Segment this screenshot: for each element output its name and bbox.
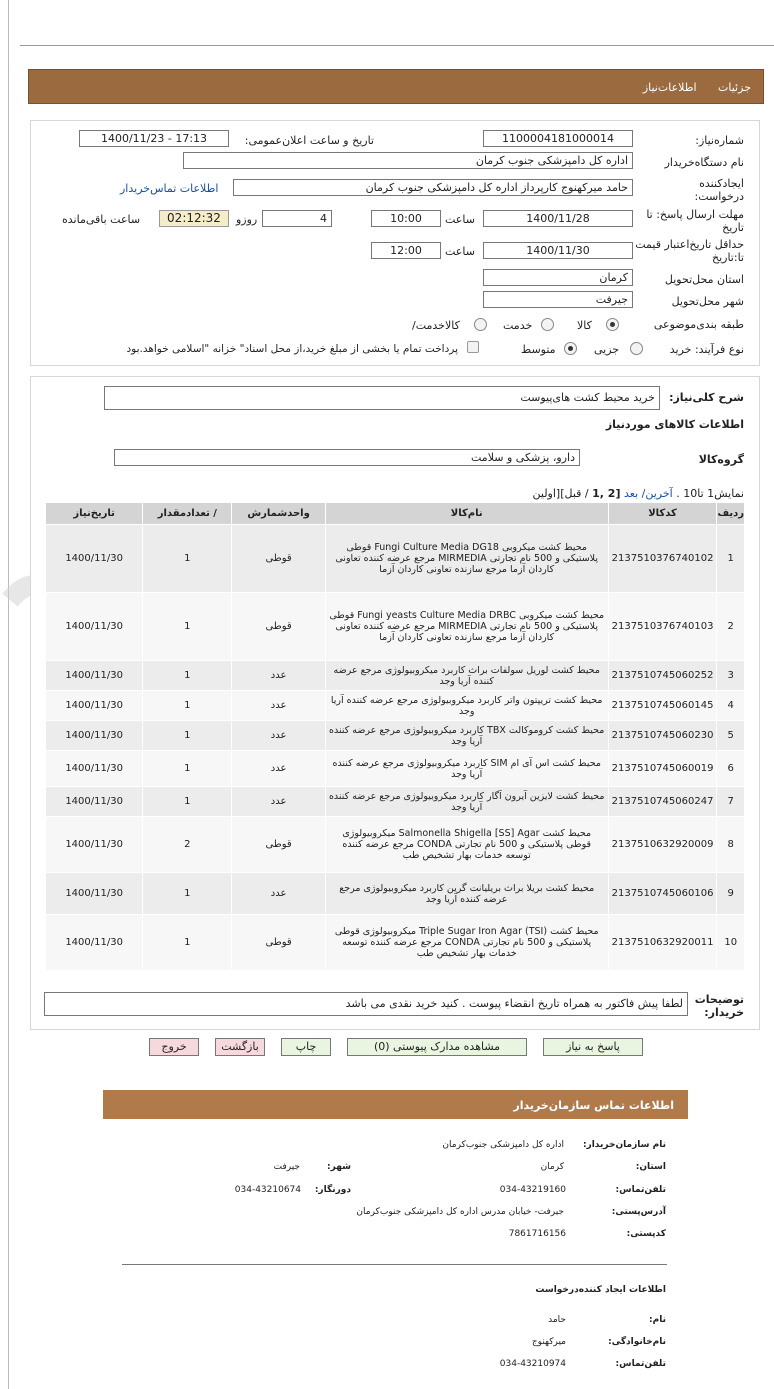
creator-phone-label: تلفن‌تماس: — [615, 1359, 666, 1369]
item-name-cell: محیط کشت میکروبی Fungi yeasts Culture Media DRBC قوطی پلاستیکی و 500 نام تجارتی MIRMEDIA مرجع عرضه کننده تعاونی کاردان آزما مرجع سازنده تعاونی کاردان آزما — [325, 593, 608, 661]
contact-province-value: کرمان — [540, 1162, 564, 1172]
col-date: تاریخ‌نیاز — [46, 503, 143, 525]
contact-phone-value: 034-43219160 — [499, 1185, 566, 1195]
creator-field: حامد میرکهنوج کارپرداز اداره کل دامپزشکی جنوب کرمان — [233, 179, 633, 196]
item-code-cell: 2137510745060252 — [608, 661, 717, 691]
quantity-cell: 2 — [143, 817, 232, 873]
days-label: روزو — [236, 213, 258, 226]
contact-address-label: آدرس‌پستی: — [611, 1207, 666, 1217]
table-row — [46, 525, 745, 593]
item-code-cell: 2137510376740102 — [608, 525, 717, 593]
contact-province-label: استان: — [635, 1162, 666, 1172]
deadline-time-field: 10:00 — [371, 210, 441, 227]
days-remaining-field: 4 — [262, 210, 332, 227]
table-row — [46, 873, 745, 915]
row-number-cell: 2 — [717, 593, 745, 661]
treasury-payment-note: پرداخت تمام یا بخشی از مبلغ خرید،از محل اسناد" خزانه "اسلامی خواهد.بود — [126, 343, 458, 355]
need-date-cell: 1400/11/30 — [46, 721, 143, 751]
col-code: کدکالا — [608, 503, 717, 525]
buyer-org-label: نام دستگاه‌خریدار — [664, 156, 744, 169]
deadline-time-label: ساعت — [445, 213, 475, 226]
creator-label: ایجادکننده درخواست: — [694, 177, 744, 203]
need-number-field: 1100004181000014 — [483, 130, 633, 147]
row-number-cell: 8 — [717, 817, 745, 873]
col-qty: / تعدادمقدار — [143, 503, 232, 525]
creator-info-heading: اطلاعات ایجاد کننده‌درخواست — [535, 1285, 666, 1295]
pager-last-link[interactable]: آخرین/ — [641, 487, 673, 500]
table-header-row — [46, 503, 745, 525]
process-label: نوع فرآیند: خرید — [669, 343, 744, 356]
row-number-cell: 1 — [717, 525, 745, 593]
announce-datetime-field: 1400/11/23 - 17:13 — [79, 130, 229, 147]
left-border-line — [8, 0, 9, 1389]
validity-time-label: ساعت — [445, 245, 475, 258]
row-number-cell: 7 — [717, 787, 745, 817]
table-row — [46, 787, 745, 817]
need-date-cell: 1400/11/30 — [46, 691, 143, 721]
item-code-cell: 2137510376740103 — [608, 593, 717, 661]
item-name-cell: محیط کشت لوریل سولفات براث کاربرد میکروبیولوژی مرجع عرضه کننده آریا وجد — [325, 661, 608, 691]
exit-button[interactable]: خروج — [149, 1038, 199, 1056]
unit-cell: عدد — [232, 691, 325, 721]
unit-cell: قوطی — [232, 525, 325, 593]
need-number-label: شماره‌نیاز: — [695, 134, 744, 147]
quantity-cell: 1 — [143, 691, 232, 721]
creator-name-label: نام: — [649, 1315, 666, 1325]
validity-label: حداقل تاریخ‌اعتبار قیمت تا:تاریخ — [635, 238, 744, 264]
item-code-cell: 2137510745060247 — [608, 787, 717, 817]
buyer-org-field: اداره کل دامپزشکی جنوب کرمان — [183, 152, 633, 169]
item-code-cell: 2137510745060145 — [608, 691, 717, 721]
need-date-cell: 1400/11/30 — [46, 661, 143, 691]
treasury-payment-checkbox[interactable] — [467, 341, 479, 353]
row-number-cell: 10 — [717, 915, 745, 971]
unit-cell: قوطی — [232, 817, 325, 873]
item-name-cell: محیط کشت بریلا براث بریلیانت گرین کاربرد میکروبیولوژی مرجع عرضه کننده آریا وجد — [325, 873, 608, 915]
process-option-medium: متوسط — [521, 343, 556, 356]
reply-button[interactable]: پاسخ به نیاز — [543, 1038, 643, 1056]
remaining-label: ساعت باقی‌مانده — [62, 213, 141, 226]
item-name-cell: محیط کشت Salmonella Shigella [SS] Agar میکروبیولوژی قوطی پلاستیکی و 500 نام تجارتی CONDA مرجع عرضه کننده توسعه خدمات بهار تشخیص طب — [325, 817, 608, 873]
unit-cell: قوطی — [232, 593, 325, 661]
contact-postal-value: 7861716156 — [508, 1229, 566, 1239]
category-option-service: خدمت — [503, 319, 533, 332]
item-name-cell: محیط کشت میکروبی Fungi Culture Media DG18 قوطی پلاستیکی و 500 نام تجارتی MIRMEDIA مرجع عرضه کننده تعاونی کاردان آزما مرجع سازنده تعاونی کاردان آزما — [325, 525, 608, 593]
pager-prev[interactable]: / قبل][اولین — [532, 487, 589, 500]
process-radio-minor[interactable] — [630, 342, 643, 355]
unit-cell: قوطی — [232, 915, 325, 971]
creator-phone-value: 034-43210974 — [499, 1359, 566, 1369]
contact-separator — [122, 1264, 667, 1265]
header-tabs — [28, 69, 764, 104]
contact-city-value: جیرفت — [273, 1162, 300, 1172]
creator-name-value: حامد — [548, 1315, 566, 1325]
contact-address-value: جیرفت- خیابان مدرس اداره کل دامپزشکی جنوب‌کرمان — [356, 1207, 564, 1217]
row-number-cell: 3 — [717, 661, 745, 691]
table-row — [46, 915, 745, 971]
category-radio-goods-service[interactable] — [474, 318, 487, 331]
city-field: جیرفت — [483, 291, 633, 308]
quantity-cell: 1 — [143, 661, 232, 691]
item-name-cell: محیط کشت Triple Sugar Iron Agar (TSI) میکروبیولوژی قوطی پلاستیکی و 500 نام تجارتی CONDA مرجع عرضه کننده توسعه خدمات بهار تشخیص طب — [325, 915, 608, 971]
back-button[interactable]: بازگشت — [215, 1038, 265, 1056]
quantity-cell: 1 — [143, 593, 232, 661]
table-row — [46, 751, 745, 787]
unit-cell: عدد — [232, 751, 325, 787]
need-date-cell: 1400/11/30 — [46, 787, 143, 817]
quantity-cell: 1 — [143, 525, 232, 593]
goods-group-label: گروه‌کالا — [698, 453, 744, 466]
contact-fax-value: 034-43210674 — [234, 1185, 301, 1195]
items-table — [45, 502, 745, 971]
buyer-notes-label: توضیحات خریدار: — [694, 993, 744, 1019]
contact-phone-label: تلفن‌تماس: — [615, 1185, 666, 1195]
quantity-cell: 1 — [143, 721, 232, 751]
need-date-cell: 1400/11/30 — [46, 817, 143, 873]
org-name-value: اداره کل دامپزشکی جنوب‌کرمان — [442, 1140, 564, 1150]
quantity-cell: 1 — [143, 873, 232, 915]
creator-family-value: میرکهنوج — [531, 1337, 566, 1347]
items-table-body — [46, 525, 745, 971]
unit-cell: عدد — [232, 721, 325, 751]
deadline-date-field: 1400/11/28 — [483, 210, 633, 227]
buyer-notes-field: لطفا پیش فاکتور به همراه تاریخ انقضاء پیوست . کنید خرید نقدی می باشد — [44, 992, 688, 1016]
need-date-cell: 1400/11/30 — [46, 873, 143, 915]
need-date-cell: 1400/11/30 — [46, 525, 143, 593]
table-row — [46, 691, 745, 721]
unit-cell: عدد — [232, 873, 325, 915]
process-radio-medium[interactable] — [564, 342, 577, 355]
tab-details[interactable]: جزئیات — [718, 81, 751, 94]
validity-time-field: 12:00 — [371, 242, 441, 259]
item-name-cell: محیط کشت اس آی ام SIM کاربرد میکروبیولوژی مرجع عرضه کننده آریا وجد — [325, 751, 608, 787]
print-button[interactable]: چاپ — [281, 1038, 331, 1056]
pager-pages[interactable]: [2 ,1 — [592, 487, 621, 500]
buyer-contact-link[interactable]: اطلاعات تماس‌خریدار — [120, 182, 219, 195]
top-divider — [20, 45, 774, 46]
quantity-cell: 1 — [143, 787, 232, 817]
col-unit: واحدشمارش — [232, 503, 325, 525]
contact-fax-label: دورنگار: — [314, 1185, 351, 1195]
item-name-cell: محیط کشت لایزین آیرون آگار کاربرد میکروبیولوژی مرجع عرضه کننده آریا وجد — [325, 787, 608, 817]
item-code-cell: 2137510745060019 — [608, 751, 717, 787]
need-summary-label: شرح کلی‌نیاز: — [669, 391, 744, 404]
table-row — [46, 593, 745, 661]
countdown-timer: 02:12:32 — [159, 210, 229, 227]
need-summary-field: خرید محیط کشت های‌پیوست — [104, 386, 660, 410]
table-row — [46, 817, 745, 873]
validity-date-field: 1400/11/30 — [483, 242, 633, 259]
pager-next-link[interactable]: بعد — [623, 487, 639, 500]
category-option-goods: کالا — [577, 319, 592, 332]
item-code-cell: 2137510632920009 — [608, 817, 717, 873]
unit-cell: عدد — [232, 661, 325, 691]
category-option-goods-service: کالاخدمت/ — [412, 319, 460, 332]
item-code-cell: 2137510745060230 — [608, 721, 717, 751]
row-number-cell: 9 — [717, 873, 745, 915]
quantity-cell: 1 — [143, 915, 232, 971]
category-radio-goods[interactable] — [606, 318, 619, 331]
item-code-cell: 2137510745060106 — [608, 873, 717, 915]
quantity-cell: 1 — [143, 751, 232, 787]
row-number-cell: 5 — [717, 721, 745, 751]
items-heading: اطلاعات کالاهای موردنیاز — [605, 418, 744, 431]
process-option-minor: جزیی — [594, 343, 620, 356]
city-label: شهر محل‌تحویل — [671, 295, 744, 308]
need-date-cell: 1400/11/30 — [46, 915, 143, 971]
table-row — [46, 721, 745, 751]
tab-need-info[interactable]: اطلاعات‌نیاز — [642, 81, 697, 94]
item-name-cell: محیط کشت تریپتون واتر کاربرد میکروبیولوژی مرجع عرضه کننده آریا وجد — [325, 691, 608, 721]
province-field: کرمان — [483, 269, 633, 286]
row-number-cell: 6 — [717, 751, 745, 787]
item-name-cell: محیط کشت کروموکالت TBX کاربرد میکروبیولوژی مرجع عرضه کننده آریا وجد — [325, 721, 608, 751]
row-number-cell: 4 — [717, 691, 745, 721]
need-date-cell: 1400/11/30 — [46, 593, 143, 661]
table-row — [46, 661, 745, 691]
col-row: ردیف — [717, 503, 745, 525]
pager-show: نمایش1 تا10 . — [676, 487, 744, 500]
view-attachments-button[interactable]: مشاهده مدارک پیوستی (0) — [347, 1038, 527, 1056]
goods-group-field: دارو، پزشکی و سلامت — [114, 449, 580, 466]
buyer-contact-bar: اطلاعات تماس سازمان‌خریدار — [103, 1090, 688, 1119]
announce-label: تاریخ و ساعت اعلان‌عمومی: — [244, 134, 374, 147]
creator-family-label: نام‌خانوادگی: — [608, 1337, 666, 1347]
category-label: طبقه بندی‌موضوعی — [653, 318, 744, 331]
unit-cell: عدد — [232, 787, 325, 817]
contact-postal-label: کدپستی: — [626, 1229, 666, 1239]
deadline-label: مهلت ارسال پاسخ: تا تاریخ — [646, 208, 744, 234]
org-name-label: نام سازمان‌خریدار: — [582, 1140, 666, 1150]
contact-city-label: شهر: — [327, 1162, 351, 1172]
pager — [533, 487, 744, 500]
category-radio-service[interactable] — [541, 318, 554, 331]
item-code-cell: 2137510632920011 — [608, 915, 717, 971]
col-name: نام‌کالا — [325, 503, 608, 525]
province-label: استان محل‌تحویل — [664, 273, 744, 286]
need-date-cell: 1400/11/30 — [46, 751, 143, 787]
